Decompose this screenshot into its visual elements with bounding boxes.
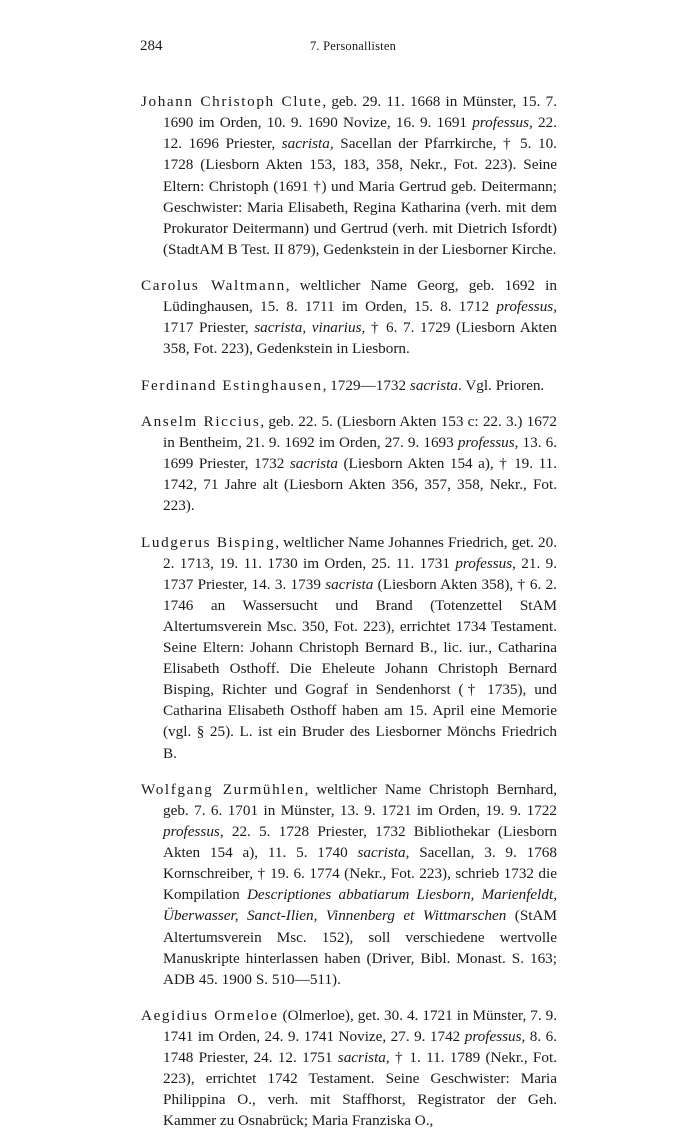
person-name: Ludgerus Bisping xyxy=(141,533,276,551)
page-header xyxy=(140,38,566,58)
person-name: Anselm Riccius xyxy=(141,412,261,430)
person-entry xyxy=(141,1005,557,1132)
person-entry xyxy=(141,375,557,396)
person-name: Carolus Waltmann xyxy=(141,277,286,295)
entries-list xyxy=(141,76,557,1147)
page-number: 284 xyxy=(140,38,163,54)
person-name: Wolfgang Zurmühlen xyxy=(141,780,305,798)
running-title: 7. Personallisten xyxy=(309,39,397,53)
entry-text: , geb. 22. 5. (Liesborn Akten 153 c: 22. 3.) 1672 in Bentheim, 21. 9. 1692 im Orden, 27. 9. 1693 professus, 13. 6. 1699 Priester, 1732 sacrista (Liesborn Akten 154 a), † 19. 11. 1742, 71 Jahre alt (Liesborn Akten 356, 357, 358, Nekr., Fot. 223). xyxy=(163,412,558,515)
person-entry xyxy=(141,779,557,990)
entry-text: (Olmerloe), get. 30. 4. 1721 in Münster, 7. 9. 1741 im Orden, 24. 9. 1741 Novize, 27. 9. 1742 professus, 8. 6. 1748 Priester, 24. 12. 1751 sacrista, † 1. 11. 1789 (Nekr., Fot. 223), errichtet 1742 Testament. Seine Geschwister: Maria Philippina O., verh. mit Staffhorst, Registrator der Geh. Kammer zu Osnabrück; Maria Franziska O., xyxy=(163,1006,558,1130)
person-entry xyxy=(141,532,557,764)
person-name: Johann Christoph Clute xyxy=(141,93,323,111)
entry-text: , weltlicher Name Johannes Friedrich, get. 20. 2. 1713, 19. 11. 1730 im Orden, 25. 11. 1731 professus, 21. 9. 1737 Priester, 14. 3. 1739 sacrista (Liesborn Akten 358), † 6. 2. 1746 an Wassersucht und Brand (Totenzettel StAM Altertumsverein Msc. 350, Fot. 223), errichtet 1734 Testament. Seine Eltern: Johann Christoph Bernard B., lic. iur., Catharina Elisabeth Osthoff. Die Eheleute Johann Christoph Bernard Bisping, Richter und Gograf in Sendenhorst († 1735), und Catharina Elisabeth Osthoff haben am 15. April eine Memorie (vgl. § 25). L. ist ein Bruder des Liesborner Mönchs Friedrich B. xyxy=(163,533,558,762)
person-entry xyxy=(141,275,557,359)
person-name: Aegidius Ormeloe xyxy=(141,1006,279,1024)
person-entry xyxy=(141,91,557,260)
entry-text: , geb. 29. 11. 1668 in Münster, 15. 7. 1690 im Orden, 10. 9. 1690 Novize, 16. 9. 1691 professus, 22. 12. 1696 Priester, sacrista, Sacellan der Pfarrkirche, † 5. 10. 1728 (Liesborn Akten 153, 183, 358, Nekr., Fot. 223). Seine Eltern: Christoph (1691 †) und Maria Gertrud geb. Deitermann; Geschwister: Maria Elisabeth, Regina Katharina (verh. mit dem Prokurator Deitermann) und Gertrud (verh. mit Dietrich Isfordt) (StadtAM B Test. II 879), Gedenkstein in der Liesborner Kirche. xyxy=(163,93,558,258)
entry-text: , weltlicher Name Georg, geb. 1692 in Lüdinghausen, 15. 8. 1711 im Orden, 15. 8. 1712 professus, 1717 Priester, sacrista, vinarius, † 6. 7. 1729 (Liesborn Akten 358, Fot. 223), Gedenkstein in Liesborn. xyxy=(163,277,557,358)
person-name: Ferdinand Estinghausen xyxy=(141,376,323,394)
entry-text: , weltlicher Name Christoph Bernhard, geb. 7. 6. 1701 in Münster, 13. 9. 1721 im Orden, 19. 9. 1722 professus, 22. 5. 1728 Priester, 1732 Bibliothekar (Liesborn Akten 154 a), 11. 5. 1740 sacrista, Sacellan, 3. 9. 1768 Kornschreiber, † 19. 6. 1774 (Nekr., Fot. 223), schrieb 1732 die Kompilation Descriptiones abbatiarum Liesborn, Marienfeldt, Überwasser, Sanct-Ilien, Vinnenberg et Wittmarschen (StAM Altertumsverein Msc. 152), soll verschiedene wertvolle Manuskripte hinterlassen haben (Driver, Bibl. Monast. S. 163; ADB 45. 1900 S. 510—511). xyxy=(163,780,558,988)
person-entry xyxy=(141,411,557,516)
entry-text: , 1729—1732 sacrista. Vgl. Prioren. xyxy=(322,376,545,394)
